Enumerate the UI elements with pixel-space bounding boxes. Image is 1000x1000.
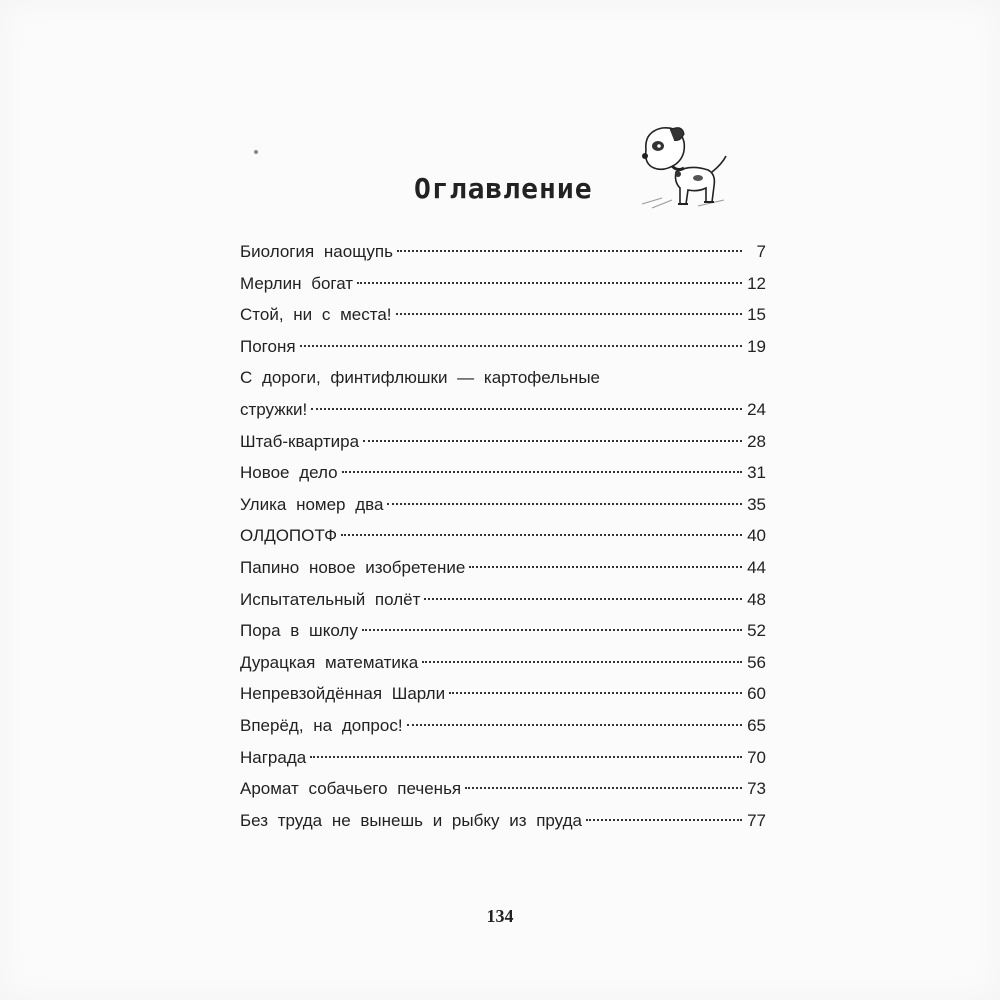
toc-entry <box>240 299 766 331</box>
toc-entry <box>240 742 766 774</box>
toc-entry-title: Штаб-квартира <box>240 431 360 451</box>
toc-entry <box>240 268 766 300</box>
toc-entry-page: 24 <box>747 399 766 419</box>
dot-leader <box>341 534 742 536</box>
toc-entry <box>240 489 766 521</box>
toc-entry-page: 70 <box>747 747 766 767</box>
toc-entry-page: 44 <box>747 557 766 577</box>
toc-entry-title: Без труда не вынешь и рыбку из пруда <box>240 810 582 830</box>
toc-entry-page: 52 <box>747 621 766 641</box>
dot-leader <box>422 661 742 663</box>
toc-entry <box>240 678 766 710</box>
toc-entry-title: Погоня <box>240 336 296 356</box>
toc-entry-page: 73 <box>747 779 766 799</box>
toc-entry-page: 56 <box>747 652 766 672</box>
toc-entry <box>240 520 766 552</box>
toc-entry-title: Улика номер два <box>240 494 384 514</box>
dot-leader <box>311 408 742 410</box>
toc-entry-title: С дороги, финтифлюшки — картофельные <box>240 368 600 388</box>
toc-entry-title: Награда <box>240 747 307 767</box>
dot-leader <box>397 250 742 252</box>
toc-entry <box>240 552 766 584</box>
toc-entry-page: 60 <box>747 684 766 704</box>
toc-entry-title: Пора в школу <box>240 621 358 641</box>
toc-entry-page: 40 <box>747 526 766 546</box>
page-number: 134 <box>486 906 514 926</box>
toc-entry <box>240 236 766 268</box>
toc-entry <box>240 805 766 837</box>
toc-entry-page: 15 <box>747 305 766 325</box>
stray-ink-mark <box>254 150 258 154</box>
dot-leader <box>300 345 742 347</box>
toc-entry <box>240 584 766 616</box>
toc-entry <box>240 426 766 458</box>
dot-leader <box>396 313 742 315</box>
toc-entry-page: 65 <box>747 715 766 735</box>
toc-entry-title: Новое дело <box>240 463 338 483</box>
dog-sketch-icon <box>632 120 732 216</box>
toc-entry-title: ОЛДОПОТФ <box>240 526 338 546</box>
toc-entry-title-continued: стружки! <box>240 399 308 419</box>
toc-entry <box>240 615 766 647</box>
dot-leader <box>407 724 742 726</box>
toc-entry-title: Папино новое изобретение <box>240 557 466 577</box>
toc-entry-title: Непревзойдённая Шарли <box>240 684 446 704</box>
toc-entry-title: Дурацкая математика <box>240 652 419 672</box>
toc-entry-page: 28 <box>747 431 766 451</box>
toc-entry <box>240 647 766 679</box>
dot-leader <box>362 629 742 631</box>
toc-entry <box>240 457 766 489</box>
toc-entry <box>240 773 766 805</box>
toc-entry-page: 12 <box>747 273 766 293</box>
dot-leader <box>357 282 742 284</box>
toc-entry-title: Биология наощупь <box>240 242 393 261</box>
dot-leader <box>465 787 742 789</box>
dot-leader <box>310 756 742 758</box>
toc-entry <box>240 710 766 742</box>
toc-entry-page: 19 <box>747 336 766 356</box>
toc-entry-title: Аромат собачьего печенья <box>240 779 462 799</box>
toc-entry-title: Мерлин богат <box>240 273 354 293</box>
toc-entry-title: Стой, ни с места! <box>240 305 392 325</box>
toc-entry-page: 77 <box>747 810 766 830</box>
toc-entry <box>240 362 766 425</box>
dot-leader <box>469 566 742 568</box>
dot-leader <box>586 819 742 821</box>
toc-entry-page: 35 <box>747 494 766 514</box>
toc-entry-title: Испытательный полёт <box>240 589 421 609</box>
dot-leader <box>424 598 742 600</box>
table-of-contents <box>240 236 766 836</box>
toc-entry <box>240 331 766 363</box>
toc-entry-title: Вперёд, на допрос! <box>240 715 403 735</box>
toc-entry-page: 7 <box>756 242 766 261</box>
toc-entry-page: 48 <box>747 589 766 609</box>
page-title: Оглавление <box>414 172 593 205</box>
dot-leader <box>387 503 742 505</box>
dot-leader <box>342 471 742 473</box>
dot-leader <box>449 692 742 694</box>
dot-leader <box>363 440 742 442</box>
toc-entry-page: 31 <box>747 463 766 483</box>
